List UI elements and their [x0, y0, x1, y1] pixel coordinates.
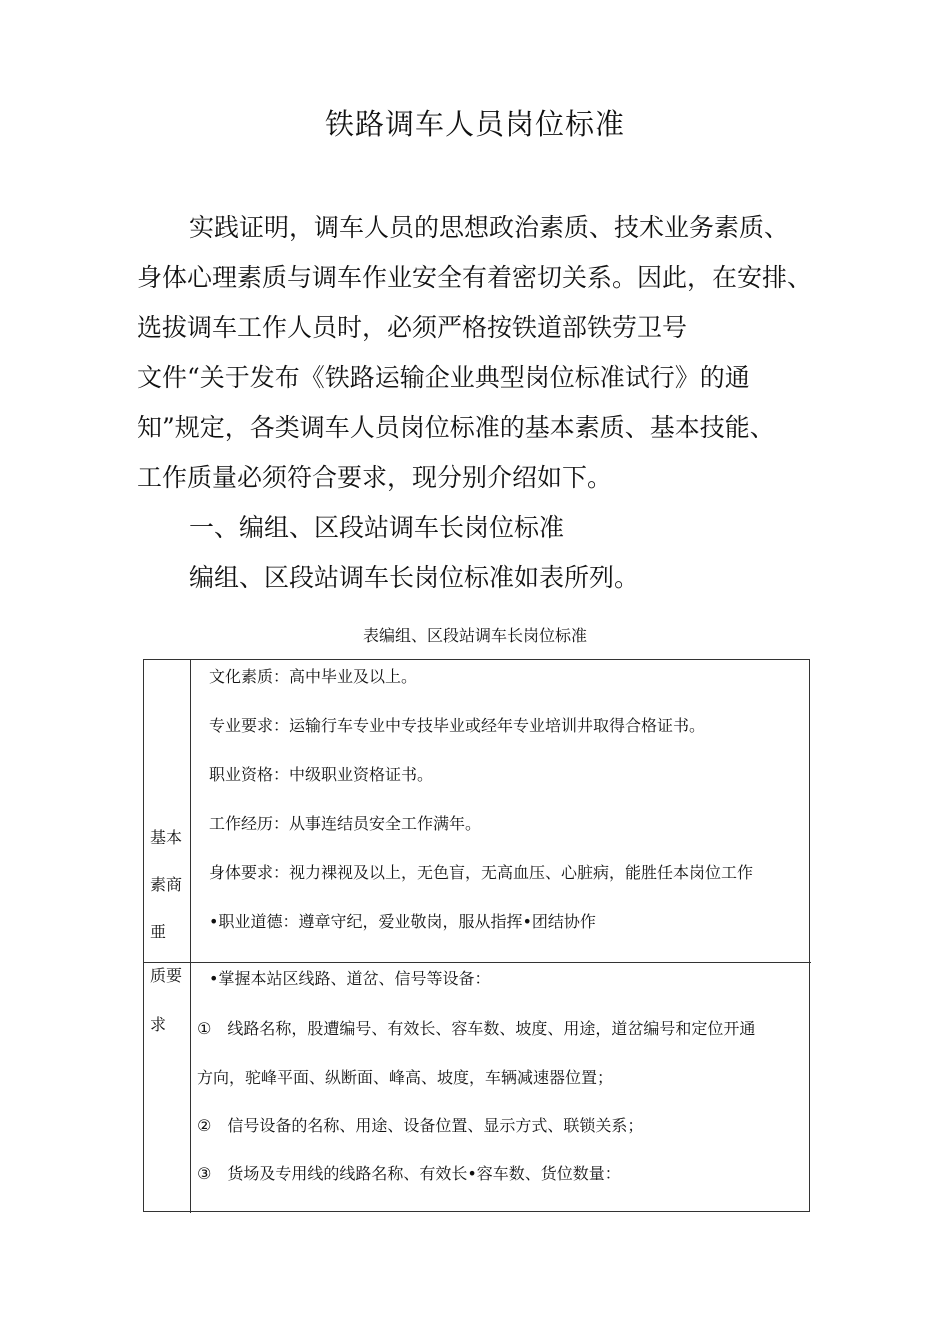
row-label-text: 素商 — [150, 875, 183, 894]
table-cell-line: 职业资格：中级职业资格证书。 — [209, 765, 434, 784]
paragraph-line: 实践证明，调车人员的思想政治素质、技术业务素质、 — [189, 213, 790, 242]
table-cell-line: ② 信号设备的名称、用途、设备位置、显示方式、联锁关系； — [197, 1116, 644, 1135]
row-label-text: 亜 — [150, 922, 167, 941]
paragraph-line: 身体心理素质与调车作业安全有着密切关系。因此，在安排、 — [137, 263, 813, 292]
paragraph-line: 工作质量必须符合要求，现分别介绍如下。 — [137, 463, 613, 492]
row-label-text: 求 — [150, 1015, 167, 1034]
table-cell-line: ③ 货场及专用线的线路名称、有效长•容车数、货位数量： — [197, 1164, 621, 1183]
table-cell-line: •职业道德：遵章守纪，爱业敬岗，服从指挥•团结协作 — [209, 912, 596, 931]
section-intro: 编组、区段站调车长岗位标准如表所列。 — [189, 563, 640, 592]
table-cell-line: 工作经历：从事连结员安全工作满年。 — [209, 814, 482, 833]
section-heading: 一、编组、区段站调车长岗位标准 — [189, 513, 565, 542]
row-label-text: 质要 — [150, 966, 183, 985]
table-divider-vertical — [190, 660, 191, 1213]
table-cell-line: 专业要求：运输行车专业中专技毕业或经年专业培训井取得合格证书。 — [209, 716, 706, 735]
table-cell-line: 文化素质：高中毕业及以上。 — [209, 667, 418, 686]
document-title: 铁路调车人员岗位标准 — [324, 107, 625, 141]
standards-table — [143, 659, 810, 1212]
table-divider-horizontal — [144, 962, 811, 963]
table-cell-line: ① 线路名称，股遭编号、有效长、容车数、坡度、用途，道岔编号和定位开通 — [197, 1019, 756, 1038]
row-label-text: 基本 — [150, 828, 183, 847]
paragraph-line: 文件“关于发布《铁路运输企业典型岗位标准试行》的通 — [137, 363, 750, 392]
table-cell-line: 身体要求：视力裸视及以上，无色盲，无高血压、心脏病，能胜任本岗位工作 — [209, 863, 754, 882]
paragraph-line: 知”规定，各类调车人员岗位标准的基本素质、基本技能、 — [137, 413, 775, 442]
paragraph-line: 选拔调车工作人员时，必须严格按铁道部铁劳卫号 — [137, 313, 688, 342]
table-cell-line: •掌握本站区线路、道岔、信号等设备： — [209, 969, 491, 988]
table-caption: 表编组、区段站调车长岗位标准 — [362, 626, 587, 645]
table-cell-line: 方向，驼峰平面、纵断面、峰高、坡度，车辆减速器位置； — [197, 1068, 614, 1087]
